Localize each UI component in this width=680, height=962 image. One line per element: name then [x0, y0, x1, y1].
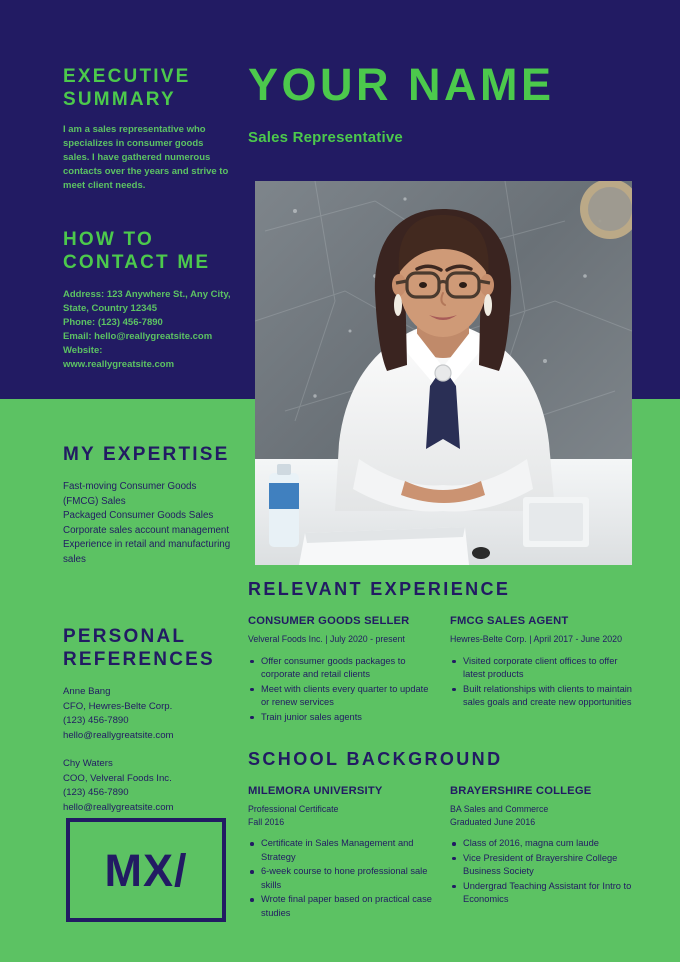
list-item: Fast-moving Consumer Goods (FMCG) Sales: [63, 481, 197, 507]
logo-mark: MX/: [104, 844, 188, 896]
contact-address: Address: 123 Anywhere St., Any City, State, Country 12345: [63, 289, 231, 314]
list-item: Certificate in Sales Management and Strategy: [248, 837, 438, 864]
contact-email: Email: hello@reallygreatsite.com: [63, 331, 213, 342]
expertise-heading: MY EXPERTISE: [63, 444, 230, 465]
contact-website-label: Website:: [63, 345, 103, 356]
references-list: [63, 685, 238, 815]
entry-column: [248, 614, 438, 725]
entry-meta: Hewres-Belte Corp. | April 2017 - June 2020: [450, 634, 622, 644]
expertise-section: [63, 443, 231, 567]
list-item: Train junior sales agents: [248, 711, 438, 725]
profile-photo: [255, 181, 632, 565]
list-item: Vice President of Brayershire College Business Society: [450, 852, 635, 879]
entry-column: [248, 784, 438, 921]
contact-heading: HOW TO CONTACT ME: [63, 229, 211, 273]
experience-columns: [248, 614, 640, 725]
list-item: 6-week course to hone professional sale skills: [248, 865, 438, 892]
list-item: Meet with clients every quarter to update or renew services: [248, 683, 438, 710]
contact-section: [63, 228, 233, 372]
left-sidebar: [0, 0, 240, 962]
school-heading: SCHOOL BACKGROUND: [248, 749, 503, 769]
entry-meta: BA Sales and Commerce Graduated June 2016: [450, 804, 549, 827]
entry-bullet-list: [450, 655, 635, 710]
list-item: Visited corporate client offices to offer latest products: [450, 655, 635, 682]
reference-name: Chy Waters: [63, 758, 113, 769]
list-item: Packaged Consumer Goods Sales: [63, 510, 214, 521]
expertise-list: [63, 480, 231, 567]
entry-bullet-list: [248, 655, 438, 725]
reference-name: Anne Bang: [63, 686, 111, 697]
page-title: YOUR NAME: [248, 59, 555, 110]
list-item: Undergrad Teaching Assistant for Intro to Economics: [450, 880, 635, 907]
entry-bullet-list: [450, 837, 635, 907]
references-heading: PERSONAL REFERENCES: [63, 626, 215, 670]
contact-website: www.reallygreatsite.com: [63, 359, 175, 370]
reference-phone: (123) 456-7890: [63, 787, 129, 798]
entry-title: BRAYERSHIRE COLLEGE: [450, 785, 592, 797]
executive-summary-heading: EXECUTIVE SUMMARY: [63, 66, 191, 110]
reference-phone: (123) 456-7890: [63, 715, 129, 726]
entry-column: [450, 784, 635, 921]
school-section: [248, 748, 640, 921]
references-section: [63, 625, 238, 829]
school-columns: [248, 784, 640, 921]
experience-section: [248, 578, 640, 725]
reference-role: CFO, Hewres-Belte Corp.: [63, 700, 173, 712]
reference-entry: [63, 685, 238, 743]
list-item: Experience in retail and manufacturing sales: [63, 539, 231, 565]
entry-column: [450, 614, 635, 725]
reference-email: hello@reallygreatsite.com: [63, 729, 174, 741]
list-item: Offer consumer goods packages to corporate and retail clients: [248, 655, 438, 682]
job-role-subtitle: Sales Representative: [248, 129, 403, 146]
entry-title: CONSUMER GOODS SELLER: [248, 615, 410, 627]
logo-box: [66, 818, 226, 922]
entry-meta: Professional Certificate Fall 2016: [248, 804, 339, 827]
executive-summary-text: I am a sales representative who specializes in consumer goods sales. I have gathered numerous contacts over the years and strive to meet client needs.: [63, 124, 229, 191]
list-item: Wrote final paper based on practical case studies: [248, 893, 438, 920]
entry-meta: Velveral Foods Inc. | July 2020 - present: [248, 634, 405, 644]
entry-title: MILEMORA UNIVERSITY: [248, 785, 383, 797]
list-item: Class of 2016, magna cum laude: [450, 837, 635, 851]
list-item: Corporate sales account management: [63, 524, 230, 536]
list-item: Built relationships with clients to maintain sales goals and create new opportunities: [450, 683, 635, 710]
reference-email: hello@reallygreatsite.com: [63, 801, 174, 813]
name-block: [248, 60, 668, 148]
reference-role: COO, Velveral Foods Inc.: [63, 772, 172, 784]
experience-heading: RELEVANT EXPERIENCE: [248, 579, 511, 599]
entry-bullet-list: [248, 837, 438, 920]
executive-summary-section: [63, 65, 229, 193]
reference-entry: [63, 757, 238, 815]
contact-phone: Phone: (123) 456-7890: [63, 317, 163, 328]
entry-title: FMCG SALES AGENT: [450, 615, 569, 627]
